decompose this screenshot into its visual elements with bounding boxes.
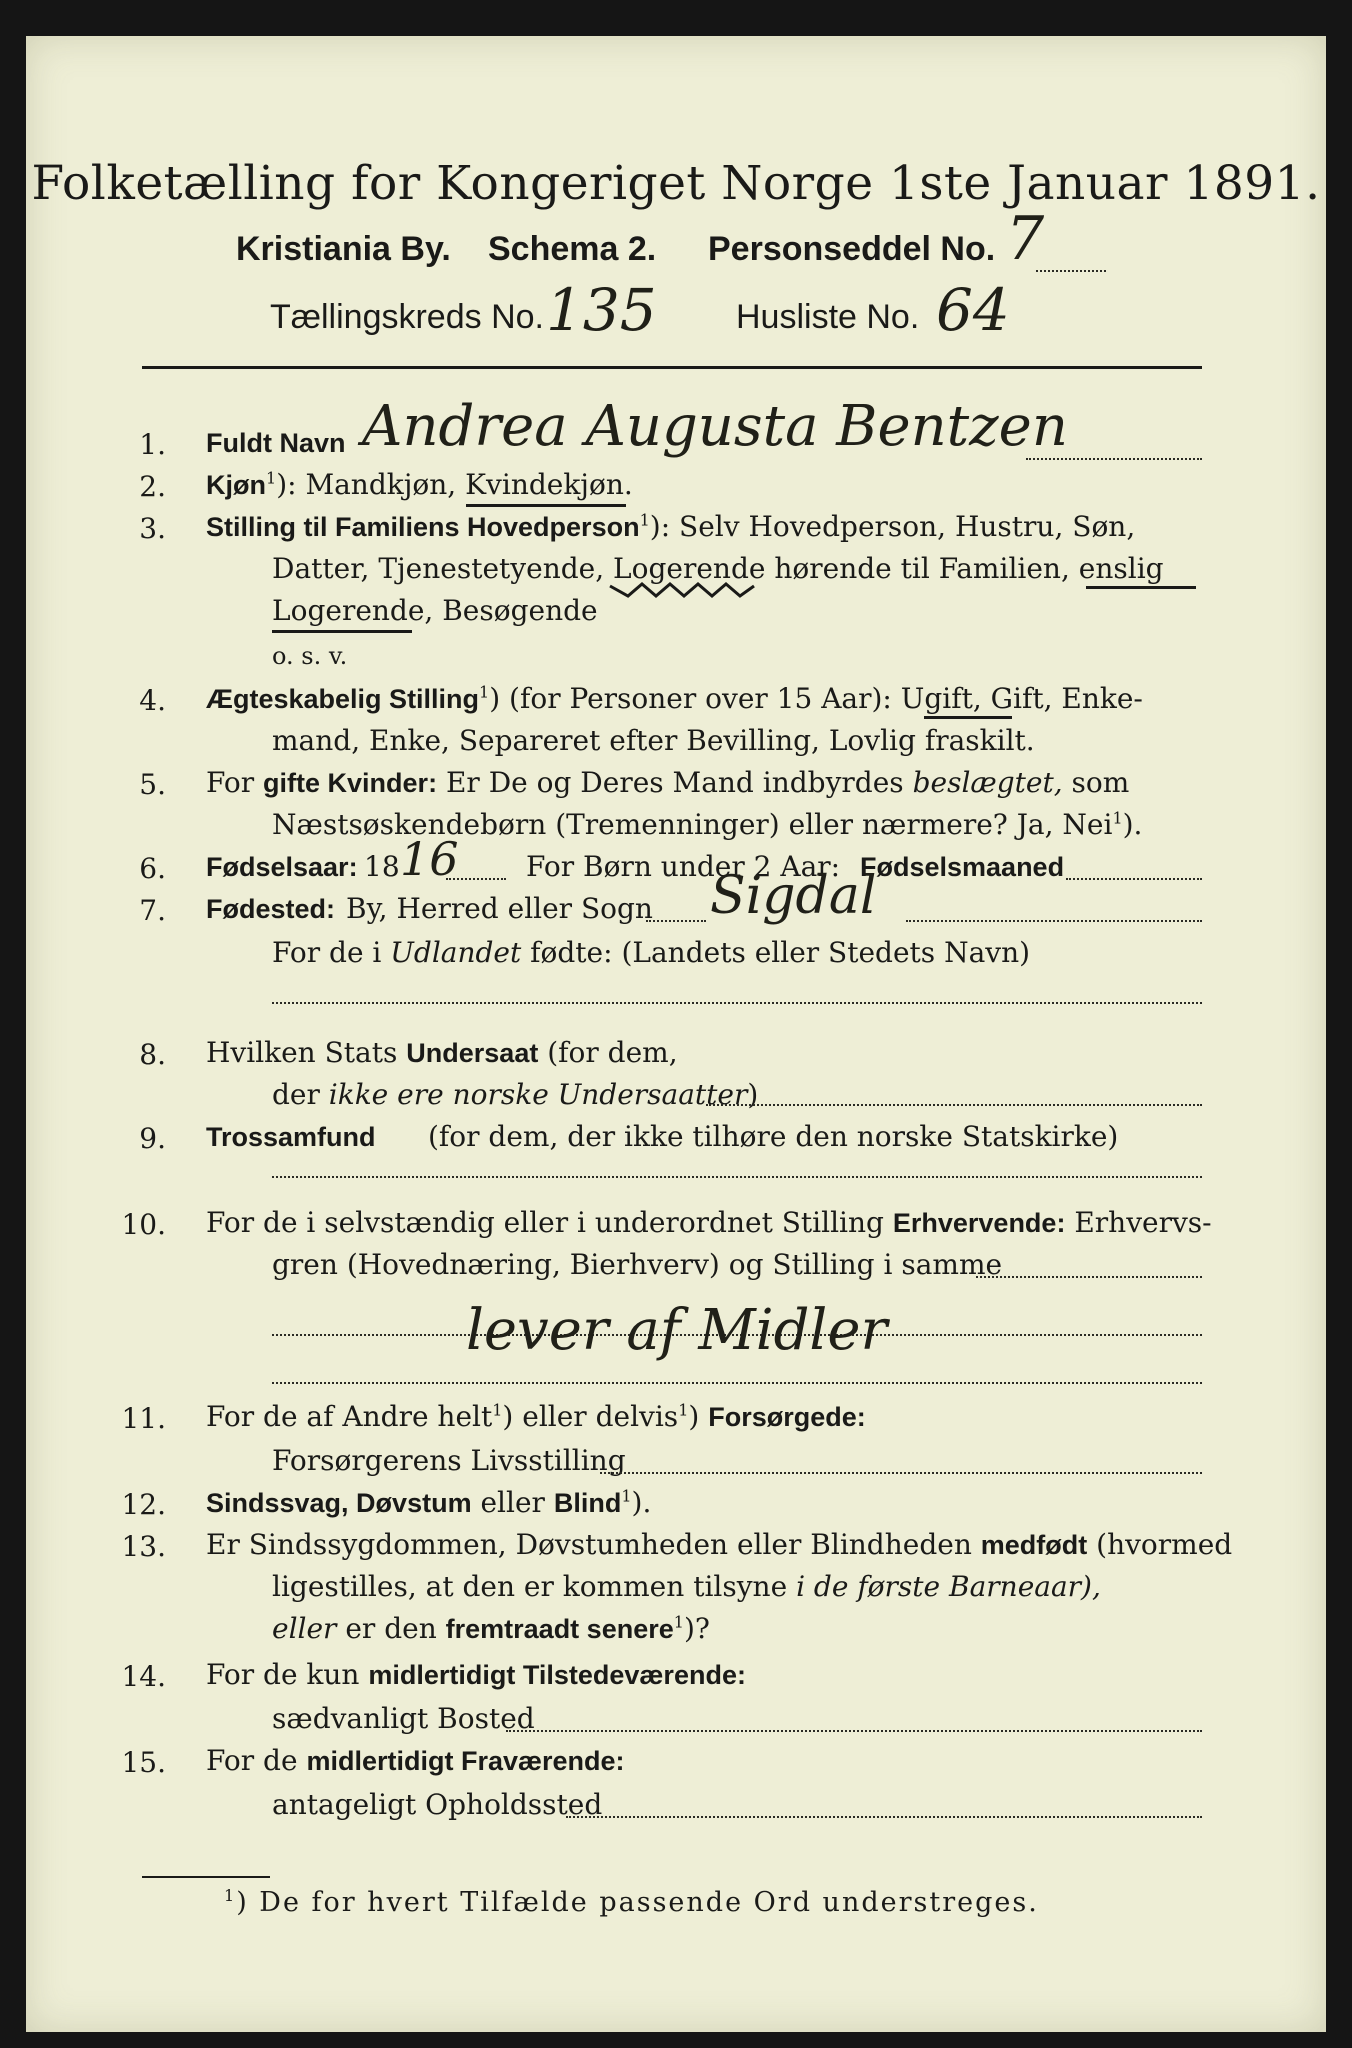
- stilling-line3: [272, 594, 598, 627]
- item-number: 1.: [139, 428, 166, 461]
- gifte-text: Er De og Deres Mand indbyrdes: [445, 766, 904, 799]
- undersaat-text: (for dem,: [547, 1036, 678, 1069]
- footnote-mark: 1: [621, 1486, 632, 1506]
- undersaat-label: Undersaat: [406, 1038, 539, 1068]
- footnote-mark: 1: [492, 1400, 503, 1420]
- personseddel-number: 7: [1006, 204, 1045, 274]
- footnote-mark: 1: [639, 510, 650, 530]
- undersaat-text: ): [747, 1078, 759, 1111]
- senere-label: fremtraadt senere: [445, 1614, 674, 1644]
- forsorgede-text: For de af Andre helt: [206, 1400, 493, 1433]
- forsorgede-line1: [206, 1400, 866, 1433]
- footnote-mark: 1: [266, 468, 277, 488]
- fill-dots: [906, 920, 1202, 922]
- gifte-italic: beslægtet,: [912, 766, 1063, 799]
- name-value: Andrea Augusta Bentzen: [362, 394, 1068, 459]
- medfodt-line3: [272, 1612, 710, 1645]
- aegteskab-label: Ægteskabelig Stilling: [206, 684, 480, 714]
- item-number: 2.: [139, 470, 166, 503]
- kreds-label: Tællingskreds No.: [270, 298, 544, 336]
- gifte-text: ).: [1122, 808, 1143, 841]
- udland-text: fødte: (Landets eller Stedets Navn): [530, 936, 1031, 969]
- erhverv-line1: [206, 1206, 1212, 1239]
- sindssvag-text: ).: [631, 1486, 652, 1519]
- footnote-mark: 1: [678, 1400, 689, 1420]
- fill-dots: [706, 1104, 1202, 1106]
- tilstede-line2: sædvanligt Bosted: [272, 1702, 535, 1735]
- stilling-line4: o. s. v.: [272, 642, 348, 670]
- kjon-line: [206, 468, 633, 501]
- fill-dots: [566, 1816, 1202, 1818]
- medfodt-text: Er Sindssygdommen, Døvstumheden eller Blindheden: [206, 1528, 972, 1561]
- aegteskab-selected: Ugift,: [900, 682, 982, 715]
- item-number: 14.: [121, 1660, 166, 1693]
- footnote-mark: 1: [224, 1886, 237, 1905]
- city-label: Kristiania By.: [236, 230, 451, 268]
- item-number: 11.: [121, 1402, 166, 1435]
- erhverv-text: For de i selvstændig eller i underordnet Stilling: [206, 1206, 884, 1239]
- medfodt-text: (hvormed: [1096, 1528, 1233, 1561]
- tilstede-line1: [206, 1658, 746, 1691]
- stilling-logerende: Logerende: [613, 552, 766, 585]
- item-number: 4.: [139, 684, 166, 717]
- fill-dots: [976, 1276, 1202, 1278]
- fill-dots: [600, 1472, 1202, 1474]
- kjon-label: Kjøn: [206, 470, 266, 500]
- husliste-label: Husliste No.: [736, 298, 920, 336]
- gifte-line1: [206, 766, 1129, 799]
- gifte-label: gifte Kvinder:: [263, 768, 438, 798]
- udland-line: [272, 936, 1030, 969]
- footnote: [224, 1886, 1039, 1918]
- item-number: 12.: [121, 1488, 166, 1521]
- fodested-text: By, Herred eller Sogn: [346, 892, 653, 925]
- aegteskab-line2: mand, Enke, Separeret efter Bevilling, Lovlig fraskilt.: [272, 724, 1035, 757]
- footnote-text: ) De for hvert Tilfælde passende Ord understreges.: [236, 1887, 1039, 1918]
- aegteskab-text: Gift, Enke-: [990, 682, 1143, 715]
- header-rule: [142, 366, 1202, 369]
- item-number: 15.: [121, 1746, 166, 1779]
- selected-underline: [1086, 586, 1196, 589]
- forsorgede-text: ) eller delvis: [502, 1400, 679, 1433]
- sindssvag-line: [206, 1486, 651, 1519]
- selected-underline: [272, 630, 412, 633]
- undersaat-italic: ikke ere norske Undersaatter: [328, 1078, 748, 1111]
- undersaat-text: der: [272, 1078, 320, 1111]
- fravaerende-line1: [206, 1744, 625, 1777]
- item-number: 9.: [139, 1122, 166, 1155]
- fodselsaar-prefix: 18: [364, 850, 400, 883]
- item-number: 6.: [139, 852, 166, 885]
- sindssvag-label: Sindssvag, Døvstum: [206, 1488, 472, 1518]
- schema-label: Schema 2.: [488, 230, 657, 268]
- footnote-mark: 1: [1112, 808, 1123, 828]
- personseddel-dots: [1036, 270, 1106, 272]
- forsorgede-line2: Forsørgerens Livsstilling: [272, 1444, 626, 1477]
- stilling-text: Besøgende: [442, 594, 598, 627]
- stilling-enslig: enslig: [1078, 552, 1164, 585]
- fodselsmaaned-label: Fødselsmaaned: [860, 852, 1065, 882]
- selected-underline: [924, 716, 1012, 719]
- fravaerende-text: For de: [206, 1744, 298, 1777]
- husliste-number: 64: [936, 276, 1010, 344]
- item-number: 13.: [121, 1530, 166, 1563]
- fravaerende-line2: antageligt Opholdssted: [272, 1788, 603, 1821]
- born-text: For Børn under 2 Aar:: [526, 850, 841, 883]
- medfodt-line1: [206, 1528, 1232, 1561]
- census-form: [26, 36, 1326, 2032]
- udland-italic: Udlandet: [390, 936, 522, 969]
- fill-dots: [506, 1730, 1202, 1732]
- medfodt-italic: i de første Barneaar),: [796, 1570, 1101, 1603]
- aegteskab-line1: [206, 682, 1143, 715]
- stilling-logerende-2: Logerende,: [272, 594, 434, 627]
- fravaerende-label: midlertidigt Fraværende:: [306, 1746, 625, 1776]
- footnote-mark: 1: [479, 682, 490, 702]
- tilstede-label: midlertidigt Tilstedeværende:: [368, 1660, 746, 1690]
- fill-dots: [446, 878, 506, 880]
- tilstede-text: For de kun: [206, 1658, 360, 1691]
- strikeout-scribble: [608, 580, 758, 600]
- erhverv-line2: gren (Hovednæring, Bierhverv) og Stilling i samme: [272, 1248, 1003, 1281]
- stilling-label: Stilling til Familiens Hovedperson: [206, 512, 640, 542]
- footnote-mark: 1: [673, 1612, 684, 1632]
- forsorgede-label: Forsørgede:: [708, 1402, 866, 1432]
- forsorgede-text: ): [688, 1400, 700, 1433]
- fill-dots: [272, 1382, 1202, 1384]
- kjon-options: ): Mandkjøn,: [276, 468, 457, 501]
- blind-label: Blind: [553, 1488, 622, 1518]
- selected-underline: [466, 504, 626, 507]
- fill-dots: [1066, 878, 1202, 880]
- trossamfund-label: Trossamfund: [206, 1122, 376, 1152]
- fodested-label: Fødested:: [206, 894, 336, 924]
- stilling-line1: [206, 510, 1135, 543]
- item-number: 3.: [139, 512, 166, 545]
- fill-dots: [646, 920, 706, 922]
- medfodt-text: )?: [683, 1612, 710, 1645]
- erhverv-value: lever af Midler: [466, 1298, 888, 1363]
- gifte-text: som: [1071, 766, 1130, 799]
- medfodt-line2: [272, 1570, 1101, 1603]
- stilling-options: ): Selv Hovedperson, Hustru, Søn,: [649, 510, 1136, 543]
- personseddel-label: Personseddel No.: [708, 230, 996, 268]
- item-number: 10.: [121, 1208, 166, 1241]
- form-title: Folketælling for Kongeriget Norge 1ste Januar 1891.: [31, 156, 1321, 211]
- fuldt-navn-label: Fuldt Navn: [206, 428, 346, 458]
- item-number: 7.: [139, 894, 166, 927]
- gifte-text: For: [206, 766, 255, 799]
- kreds-number: 135: [546, 276, 657, 344]
- kjon-selected: Kvindekjøn.: [465, 468, 633, 501]
- fill-dots: [1026, 458, 1202, 460]
- undersaat-text: Hvilken Stats: [206, 1036, 398, 1069]
- undersaat-line1: [206, 1036, 678, 1069]
- fodested-value: Sigdal: [710, 866, 877, 926]
- fill-dots: [272, 1176, 1202, 1178]
- gifte-text: Næstsøskendebørn (Tremenninger) eller nærmere? Ja, Nei: [272, 808, 1113, 841]
- fill-dots: [272, 1002, 1202, 1004]
- trossamfund-text: (for dem, der ikke tilhøre den norske Statskirke): [428, 1120, 1119, 1153]
- fodselsaar-value: 16: [400, 832, 459, 886]
- medfodt-italic: eller: [272, 1612, 337, 1645]
- erhverv-label: Erhvervende:: [892, 1208, 1066, 1238]
- udland-text: For de i: [272, 936, 382, 969]
- medfodt-text: er den: [345, 1612, 437, 1645]
- footnote-rule: [142, 1876, 270, 1878]
- item-number: 5.: [139, 768, 166, 801]
- aegteskab-text: ) (for Personer over 15 Aar):: [489, 682, 892, 715]
- medfodt-label: medfødt: [980, 1530, 1088, 1560]
- erhverv-text: Erhvervs-: [1074, 1206, 1212, 1239]
- undersaat-line2: [272, 1078, 758, 1111]
- sindssvag-text: eller: [480, 1486, 545, 1519]
- stilling-text: Datter, Tjenestetyende,: [272, 552, 605, 585]
- stilling-text: hørende til Familien,: [774, 552, 1070, 585]
- fodselsaar-label: Fødselsaar:: [206, 852, 358, 882]
- medfodt-text: ligestilles, at den er kommen tilsyne: [272, 1570, 788, 1603]
- item-number: 8.: [139, 1038, 166, 1071]
